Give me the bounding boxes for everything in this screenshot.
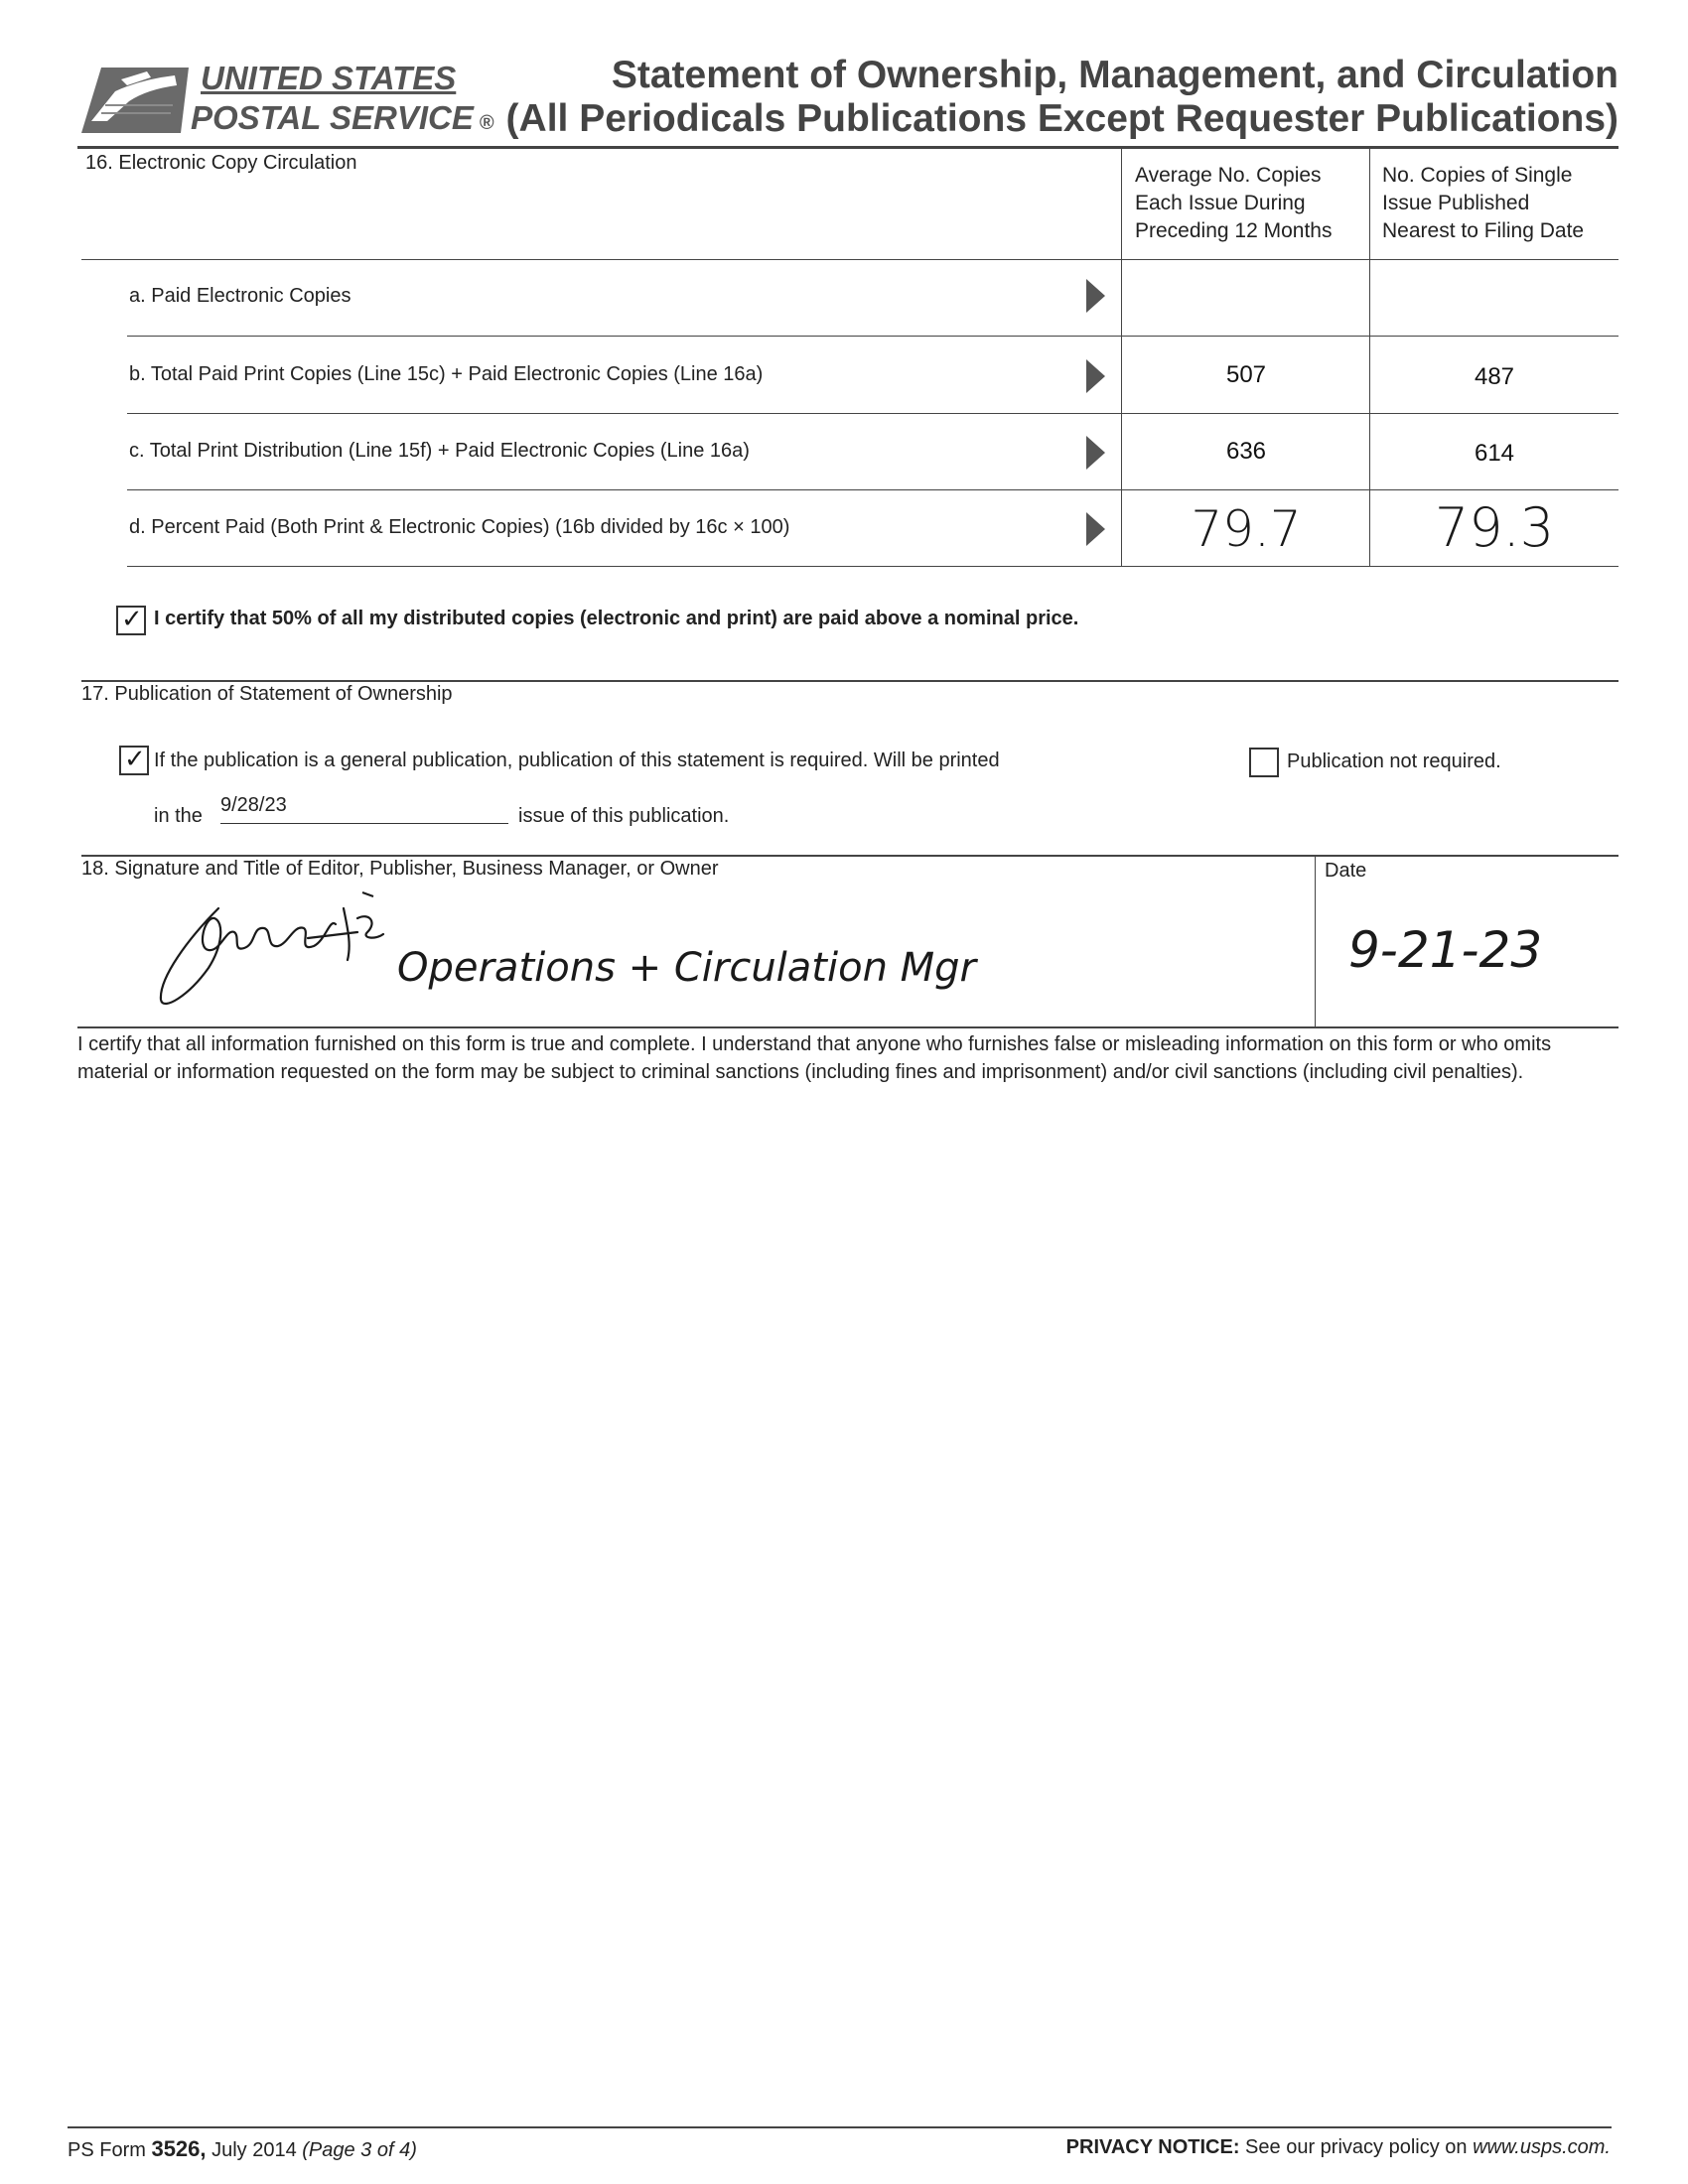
row-d-single-value[interactable]: 79.3 [1434,496,1555,559]
row-c-label: c. Total Print Distribution (Line 15f) + Paid Electronic Copies (Line 16a) [129,440,750,462]
row-a-label: a. Paid Electronic Copies [129,285,352,307]
form-title-line1: Statement of Ownership, Management, and Circulation [611,54,1618,96]
page-info: (Page 3 of 4) [302,2139,417,2161]
signature [149,888,407,1018]
row-d-rule [127,566,1618,567]
table-header-rule [81,259,1618,260]
section18-bottom-rule [77,1026,1618,1028]
issue-date-field[interactable]: 9/28/23 [220,794,508,824]
in-the-label: in the [154,805,203,827]
row-b-single-value[interactable]: 487 [1474,363,1515,390]
form-identifier [68,2136,417,2162]
privacy-notice [1066,2136,1611,2159]
arrow-right-icon [1086,279,1105,313]
section18-title: 18. Signature and Title of Editor, Publisher, Business Manager, or Owner [81,858,719,880]
section17-title: 17. Publication of Statement of Ownership [81,683,453,705]
table-divider-right [1369,148,1370,566]
certify-text: I certify that 50% of all my distributed copies (electronic and print) are paid above a nominal price. [154,608,1079,629]
checkmark-icon: ✓ [124,744,146,773]
form-prefix: PS Form [68,2139,152,2161]
section18-rule [81,855,1618,857]
arrow-right-icon [1086,359,1105,393]
certification-text: I certify that all information furnished on this form is true and complete. I understand that anyone who furnishes false or misleading information on this form or who omits material or information requested on the form may be subject to criminal sanctions (including fines and imprisonment) and/or civil sanctions (including civil penalties). [77,1033,1552,1083]
row-b-avg-value[interactable]: 507 [1225,361,1267,388]
row-d-label: d. Percent Paid (Both Print & Electronic Copies) (16b divided by 16c × 100) [129,516,790,538]
not-required-text: Publication not required. [1287,751,1501,772]
issue-suffix-text: issue of this publication. [518,805,730,827]
not-required-checkbox[interactable] [1249,748,1279,777]
header-rule [77,146,1618,149]
arrow-right-icon [1086,512,1105,546]
row-c-single-value[interactable]: 614 [1474,440,1515,467]
row-a-rule [127,336,1618,337]
arrow-right-icon [1086,436,1105,470]
col-header-average: Average No. Copies Each Issue During Preceding 12 Months [1135,164,1333,242]
usps-name-text: POSTAL SERVICE [191,99,474,136]
general-publication-text: If the publication is a general publication, publication of this statement is required. Will be printed [154,750,1000,771]
registered-mark: ® [479,112,494,134]
form-number: 3526, [151,2136,207,2161]
privacy-link[interactable]: www.usps.com. [1473,2136,1611,2158]
signature-date-value: 9-21-23 [1348,921,1543,979]
checkmark-icon: ✓ [121,604,143,633]
date-divider [1315,856,1316,1026]
usps-name-line1: UNITED STATES [201,60,457,96]
row-c-rule [127,489,1618,490]
row-b-label: b. Total Paid Print Copies (Line 15c) + Paid Electronic Copies (Line 16a) [129,363,764,385]
certify-checkbox[interactable] [116,606,146,635]
section16-title: 16. Electronic Copy Circulation [85,152,357,174]
row-c-avg-value[interactable]: 636 [1225,438,1267,465]
privacy-text: See our privacy policy on [1239,2136,1474,2158]
form-date: July 2014 [206,2139,303,2161]
form-title-line2: (All Periodicals Publications Except Requester Publications) [505,97,1618,140]
usps-eagle-logo-icon [81,62,191,139]
date-label: Date [1325,860,1367,882]
row-b-rule [127,413,1618,414]
privacy-label: PRIVACY NOTICE: [1065,2136,1240,2158]
table-divider-left [1121,148,1122,566]
general-publication-checkbox[interactable] [119,746,149,775]
col-header-single-issue: No. Copies of Single Issue Published Nearest to Filing Date [1382,164,1585,242]
usps-name-line2 [191,99,494,137]
footer-rule [68,2126,1612,2128]
section17-rule [81,680,1618,682]
row-d-avg-value[interactable]: 79.7 [1191,500,1302,558]
signature-title: Operations + Circulation Mgr [397,945,976,991]
